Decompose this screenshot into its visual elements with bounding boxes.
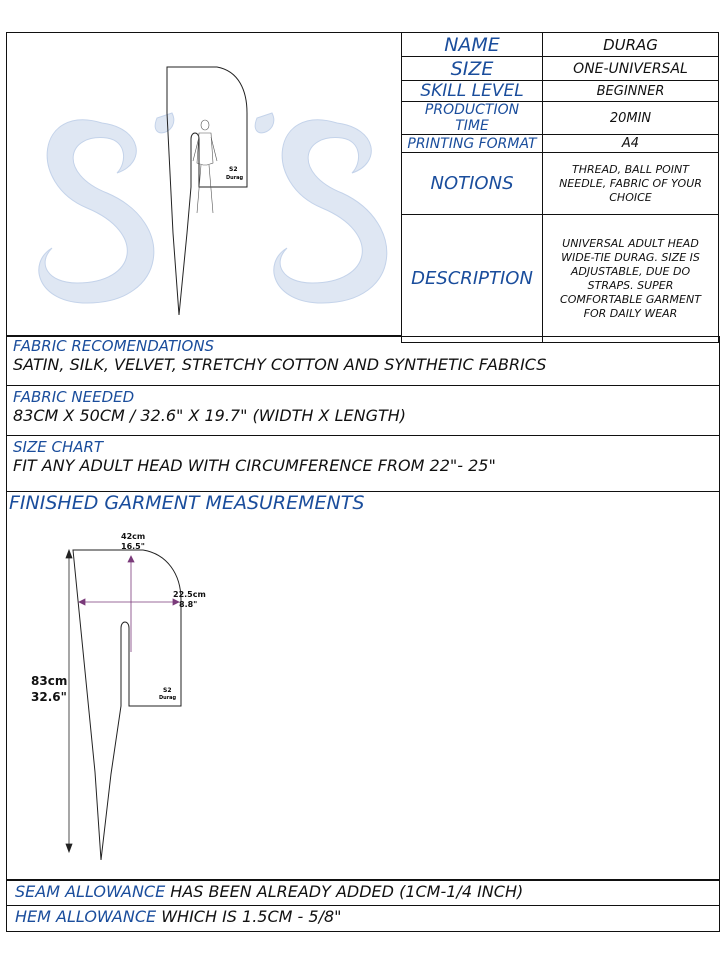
info-row-printing bbox=[402, 135, 719, 153]
info-row-name bbox=[402, 33, 719, 57]
top-width-in: 16.5" bbox=[121, 542, 145, 551]
size-value: ONE-UNIVERSAL bbox=[543, 57, 719, 81]
size-chart-value: FIT ANY ADULT HEAD WITH CIRCUMFERENCE FROM 22"- 25" bbox=[13, 456, 496, 475]
figure-sketch bbox=[193, 120, 217, 213]
description-value: UNIVERSAL ADULT HEAD WIDE-TIE DURAG. SIZE IS ADJUSTABLE, DUE DO STRAPS. SUPER COMFORTABLE GARMENT FOR DAILY WEAR bbox=[543, 215, 719, 343]
measurements-section bbox=[6, 492, 720, 880]
info-row-size bbox=[402, 57, 719, 81]
durag-pattern-outline bbox=[167, 67, 247, 315]
side-width-measure bbox=[79, 599, 179, 605]
printing-value: A4 bbox=[543, 135, 719, 153]
fabric-recommendations-value: SATIN, SILK, VELVET, STRETCHY COTTON AND SYNTHETIC FABRICS bbox=[13, 355, 547, 374]
printing-label: PRINTING FORMAT bbox=[402, 135, 543, 153]
notions-value: THREAD, BALL POINT NEEDLE, FABRIC OF YOUR CHOICE bbox=[543, 153, 719, 215]
description-label: DESCRIPTION bbox=[402, 215, 543, 343]
finished-durag-outline bbox=[73, 550, 181, 860]
pattern-illustration bbox=[7, 33, 401, 335]
seam-allowance-label: SEAM ALLOWANCE bbox=[15, 882, 166, 901]
skill-label: SKILL LEVEL bbox=[402, 81, 543, 102]
info-row-production bbox=[402, 102, 719, 135]
info-row-description bbox=[402, 215, 719, 343]
size-chart-label: SIZE CHART bbox=[13, 438, 104, 456]
info-row-notions bbox=[402, 153, 719, 215]
hem-allowance-label: HEM ALLOWANCE bbox=[15, 907, 157, 926]
hero-pattern-preview bbox=[6, 32, 402, 336]
info-table bbox=[401, 32, 719, 343]
tag-line1: S2 bbox=[163, 687, 172, 694]
size-chart-section bbox=[6, 436, 720, 492]
fabric-needed-section bbox=[6, 386, 720, 436]
size-label: SIZE bbox=[402, 57, 543, 81]
name-value: DURAG bbox=[543, 33, 719, 57]
seam-allowance-note bbox=[6, 880, 720, 906]
hem-allowance-note bbox=[6, 906, 720, 932]
info-row-skill bbox=[402, 81, 719, 102]
height-in: 32.6" bbox=[31, 690, 67, 704]
notions-label: NOTIONS bbox=[402, 153, 543, 215]
side-width-in: 8.8" bbox=[179, 600, 198, 609]
fabric-needed-label: FABRIC NEEDED bbox=[13, 388, 135, 406]
hem-allowance-value: WHICH IS 1.5CM - 5/8" bbox=[156, 907, 342, 926]
measurement-diagram bbox=[7, 492, 719, 878]
seam-allowance-value: HAS BEEN ALREADY ADDED (1CM-1/4 INCH) bbox=[165, 882, 524, 901]
skill-value: BEGINNER bbox=[543, 81, 719, 102]
hero-tag-line2: Durag bbox=[226, 175, 244, 181]
height-measure-arrow bbox=[66, 550, 72, 852]
name-label: NAME bbox=[402, 33, 543, 57]
production-value: 20MIN bbox=[543, 102, 719, 135]
fabric-needed-value: 83CM X 50CM / 32.6" X 19.7" (WIDTH X LENGTH) bbox=[13, 406, 407, 425]
production-label: PRODUCTION TIME bbox=[402, 102, 543, 135]
fabric-recommendations-section bbox=[6, 336, 720, 386]
measurements-title: FINISHED GARMENT MEASUREMENTS bbox=[9, 492, 365, 514]
top-width-cm: 42cm bbox=[121, 532, 146, 541]
tag-line2: Durag bbox=[159, 695, 177, 701]
hero-tag-line1: S2 bbox=[229, 166, 238, 173]
fabric-recommendations-label: FABRIC RECOMENDATIONS bbox=[13, 337, 215, 355]
height-cm: 83cm bbox=[31, 674, 68, 688]
side-width-cm: 22.5cm bbox=[173, 590, 206, 599]
